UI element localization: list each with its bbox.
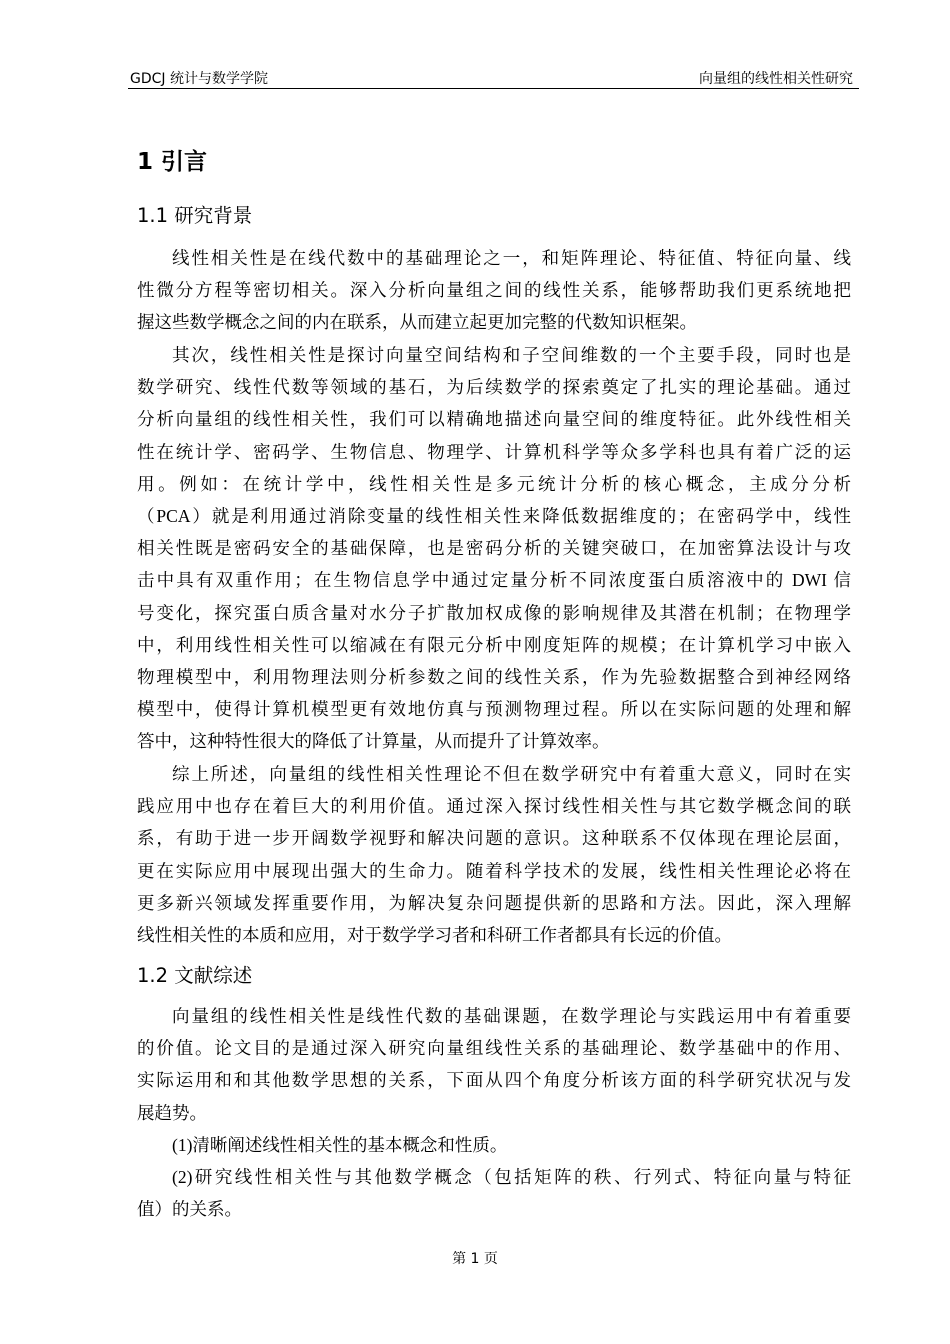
text-line: 展趋势。 <box>137 1102 207 1123</box>
paragraph-background-2 <box>137 339 851 757</box>
text-line: 答中，这种特性很大的降低了计算量，从而提升了计算效率。 <box>137 731 610 752</box>
text-line: 综上所述，向量组的线性相关性理论不但在数学研究中有着重大意义，同时在实 <box>172 764 851 784</box>
text-line: 击中具有双重作用；在生物信息学中通过定量分析不同浓度蛋白质溶液中的 DWI 信 <box>137 570 851 591</box>
page-number: 第 1 页 <box>452 1251 498 1267</box>
text-line: 中，利用线性相关性可以缩减在有限元分析中刚度矩阵的规模；在计算机学习中嵌入 <box>137 634 851 655</box>
header-paper-title: 向量组的线性相关性研究 <box>699 71 853 87</box>
header-institution: GDCJ 统计与数学学院 <box>130 71 268 87</box>
text-line: 分析向量组的线性相关性，我们可以精确地描述向量空间的维度特征。此外线性相关 <box>137 409 851 430</box>
text-line: 用。例如：在统计学中，线性相关性是多元统计分析的核心概念，主成分分析 <box>137 473 851 494</box>
text-line: 握这些数学概念之间的内在联系，从而建立起更加完整的代数知识框架。 <box>137 312 697 333</box>
text-line: 线性相关性的本质和应用，对于数学学习者和科研工作者都具有长远的价值。 <box>137 924 732 945</box>
text-line: 性微分方程等密切相关。深入分析向量组之间的线性关系，能够帮助我们更系统地把 <box>137 280 851 301</box>
paragraph-literature-1 <box>137 1000 851 1129</box>
text-line: 数学研究、线性代数等领域的基石，为后续数学的探索奠定了扎实的理论基础。通过 <box>137 377 851 398</box>
text-line: 的价值。论文目的是通过深入研究向量组线性关系的基础理论、数学基础中的作用、 <box>137 1038 851 1059</box>
list-item-2 <box>137 1161 851 1225</box>
text-line: 向量组的线性相关性是线性代数的基础课题，在数学理论与实践运用中有着重要 <box>172 1006 851 1026</box>
chapter-title: 1 引言 <box>137 149 208 175</box>
text-line: （PCA）就是利用通过消除变量的线性相关性来降低数据维度的；在密码学中，线性 <box>137 505 851 526</box>
text-line: 线性相关性是在线代数中的基础理论之一，和矩阵理论、特征值、特征向量、线 <box>172 248 851 268</box>
section-title-background: 1.1 研究背景 <box>137 204 253 227</box>
text-line: 性在统计学、密码学、生物信息、物理学、计算机科学等众多学科也具有着广泛的运 <box>137 441 851 462</box>
section-title-literature-review: 1.2 文献综述 <box>137 964 253 987</box>
paragraph-background-3 <box>137 758 851 951</box>
text-line: 其次，线性相关性是探讨向量空间结构和子空间维数的一个主要手段，同时也是 <box>172 345 851 365</box>
text-line: 值）的关系。 <box>137 1199 242 1220</box>
list-item-1 <box>137 1129 851 1161</box>
page-header <box>128 66 859 89</box>
paragraph-background-1 <box>137 242 851 339</box>
text-line: 模型中，使得计算机模型更有效地仿真与预测物理过程。所以在实际问题的处理和解 <box>137 699 851 720</box>
text-line: 践应用中也存在着巨大的利用价值。通过深入探讨线性相关性与其它数学概念间的联 <box>137 796 851 817</box>
text-line: 更多新兴领域发挥重要作用，为解决复杂问题提供新的思路和方法。因此，深入理解 <box>137 892 851 913</box>
text-line: (1)清晰阐述线性相关性的基本概念和性质。 <box>172 1135 508 1155</box>
text-line: 更在实际应用中展现出强大的生命力。随着科学技术的发展，线性相关性理论必将在 <box>137 860 851 881</box>
text-line: (2)研究线性相关性与其他数学概念（包括矩阵的秩、行列式、特征向量与特征 <box>172 1167 851 1187</box>
text-line: 实际运用和和其他数学思想的关系，下面从四个角度分析该方面的科学研究状况与发 <box>137 1070 851 1091</box>
text-line: 系，有助于进一步开阔数学视野和解决问题的意识。这种联系不仅体现在理论层面， <box>137 828 851 849</box>
text-line: 相关性既是密码安全的基础保障，也是密码分析的关键突破口，在加密算法设计与攻 <box>137 538 851 559</box>
text-line: 物理模型中，利用物理法则分析参数之间的线性关系，作为先验数据整合到神经网络 <box>137 666 851 687</box>
text-line: 号变化，探究蛋白质含量对水分子扩散加权成像的影响规律及其潜在机制；在物理学 <box>137 602 851 623</box>
